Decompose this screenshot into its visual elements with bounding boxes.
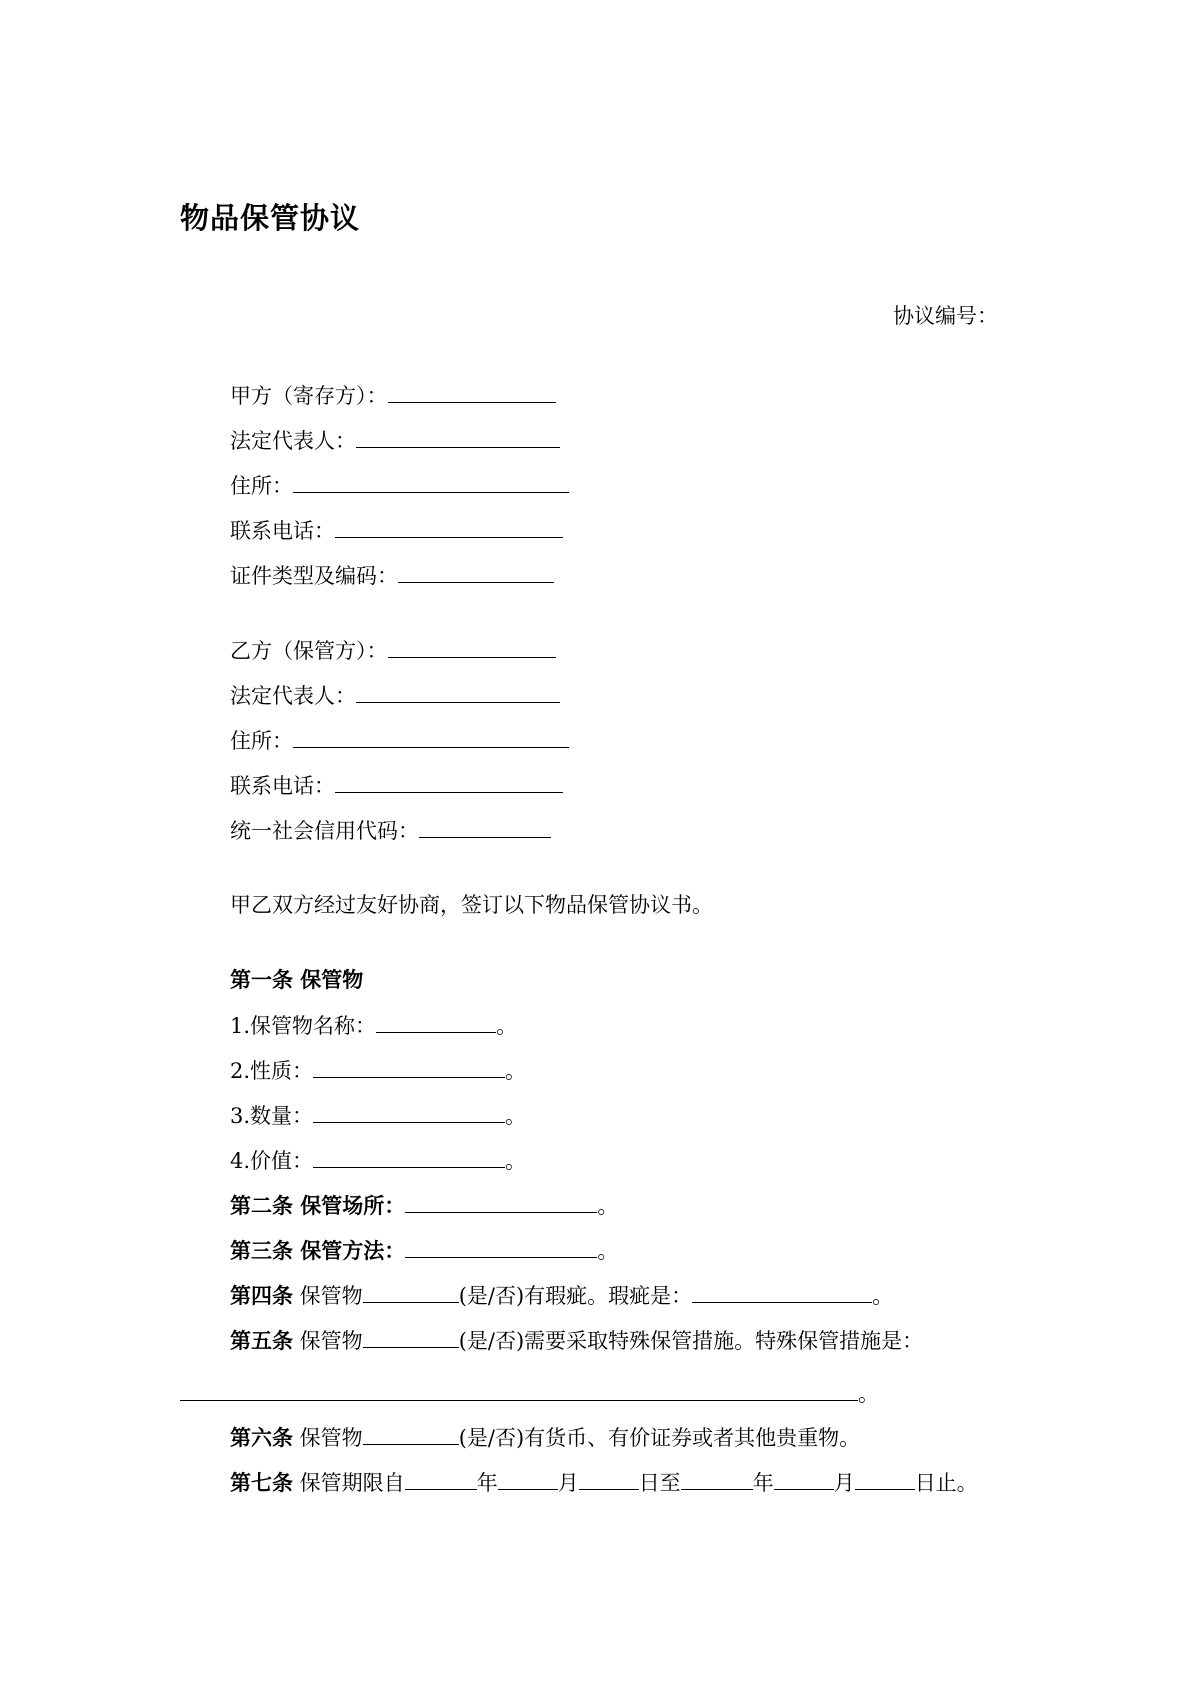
article5-period: 。 (858, 1382, 879, 1406)
article7-text-a: 保管期限自 (293, 1471, 405, 1495)
article1-item1-blank[interactable] (376, 1010, 496, 1033)
article1-item3-line (230, 1100, 526, 1130)
article7-year-label: 年 (476, 1471, 498, 1495)
party-a-rep-blank[interactable] (356, 425, 560, 448)
article1-item1-period: 。 (496, 1014, 518, 1038)
article1-item4-label: 4.价值： (230, 1149, 314, 1173)
article7-line (230, 1467, 978, 1497)
article3-blank[interactable] (405, 1235, 597, 1258)
article2-blank[interactable] (405, 1190, 597, 1213)
article5-blank-measures[interactable] (180, 1378, 858, 1401)
article5-text-a: 保管物 (293, 1329, 363, 1353)
party-b-credit-line (230, 815, 551, 845)
party-a-phone-line (230, 515, 563, 545)
party-a-phone-blank[interactable] (335, 515, 563, 538)
party-a-name-label: 甲方（寄存方）： (230, 384, 388, 408)
party-b-phone-blank[interactable] (335, 770, 563, 793)
party-b-address-line (230, 725, 569, 755)
party-a-id-blank[interactable] (398, 560, 554, 583)
article1-item3-label: 3.数量： (230, 1104, 314, 1128)
article1-item4-blank[interactable] (313, 1145, 505, 1168)
party-b-phone-line (230, 770, 563, 800)
article7-day-end-label: 日止。 (914, 1471, 978, 1495)
article4-heading: 第四条 (230, 1284, 293, 1308)
article2-heading: 第二条 保管场所： (230, 1194, 406, 1218)
article4-line (230, 1280, 893, 1310)
article1-item1-line (230, 1010, 517, 1040)
article5-text-b: (是/否)需要采取特殊保管措施。特殊保管措施是： (458, 1329, 924, 1353)
article1-item2-line (230, 1055, 526, 1085)
article7-heading: 第七条 (230, 1471, 293, 1495)
article4-period: 。 (872, 1284, 894, 1308)
intro-text: 甲乙双方经过友好协商，签订以下物品保管协议书。 (230, 893, 713, 917)
article2-line (230, 1190, 618, 1220)
party-a-id-line (230, 560, 554, 590)
article2-period: 。 (597, 1194, 619, 1218)
agreement-number-label: 协议编号： (893, 304, 998, 328)
article7-end-month-label: 月 (833, 1471, 855, 1495)
article3-heading: 第三条 保管方法： (230, 1239, 406, 1263)
party-a-name-blank[interactable] (388, 380, 556, 403)
article7-month-label: 月 (557, 1471, 579, 1495)
party-b-credit-blank[interactable] (419, 815, 551, 838)
article7-blank-start-year[interactable] (405, 1467, 477, 1490)
article7-day-to-label: 日至 (638, 1471, 681, 1495)
party-b-rep-blank[interactable] (356, 680, 560, 703)
party-b-address-blank[interactable] (293, 725, 569, 748)
party-a-name-line (230, 380, 556, 410)
article1-item1-label: 1.保管物名称： (230, 1014, 377, 1038)
article3-period: 。 (597, 1239, 619, 1263)
document-title: 物品保管协议 (180, 201, 361, 235)
party-b-name-label: 乙方（保管方）： (230, 639, 388, 663)
article1-item2-period: 。 (505, 1059, 527, 1083)
party-a-address-label: 住所： (230, 474, 293, 498)
article1-heading: 第一条 保管物 (230, 968, 364, 992)
article7-blank-end-month[interactable] (774, 1467, 834, 1490)
article6-line (230, 1422, 860, 1452)
party-b-name-line (230, 635, 556, 665)
article6-text-b: (是/否)有货币、有价证券或者其他贵重物。 (458, 1426, 861, 1450)
article4-text-a: 保管物 (293, 1284, 363, 1308)
article1-item4-line (230, 1145, 526, 1175)
party-a-rep-label: 法定代表人： (230, 429, 356, 453)
article4-text-b: (是/否)有瑕疵。瑕疵是： (458, 1284, 693, 1308)
party-b-rep-label: 法定代表人： (230, 684, 356, 708)
article1-item2-blank[interactable] (313, 1055, 505, 1078)
article1-item4-period: 。 (505, 1149, 527, 1173)
article5-heading: 第五条 (230, 1329, 293, 1353)
article7-blank-end-day[interactable] (855, 1467, 915, 1490)
article5-measures-line (180, 1378, 879, 1409)
article6-text-a: 保管物 (293, 1426, 363, 1450)
party-b-address-label: 住所： (230, 729, 293, 753)
article7-blank-start-day[interactable] (579, 1467, 639, 1490)
article5-blank-yesno[interactable] (363, 1325, 459, 1348)
article6-blank-yesno[interactable] (363, 1422, 459, 1445)
article4-blank-yesno[interactable] (363, 1280, 459, 1303)
party-a-address-blank[interactable] (293, 470, 569, 493)
party-b-credit-label: 统一社会信用代码： (230, 819, 419, 843)
party-b-phone-label: 联系电话： (230, 774, 335, 798)
article1-item2-label: 2.性质： (230, 1059, 314, 1083)
article3-line (230, 1235, 618, 1265)
party-a-id-label: 证件类型及编码： (230, 564, 398, 588)
article1-item3-period: 。 (505, 1104, 527, 1128)
party-a-address-line (230, 470, 569, 500)
party-b-rep-line (230, 680, 560, 710)
article1-item3-blank[interactable] (313, 1100, 505, 1123)
article5-line (230, 1325, 923, 1355)
article7-end-year-label: 年 (752, 1471, 774, 1495)
party-a-phone-label: 联系电话： (230, 519, 335, 543)
article4-blank-defect[interactable] (692, 1280, 872, 1303)
party-a-rep-line (230, 425, 560, 455)
party-b-name-blank[interactable] (388, 635, 556, 658)
article6-heading: 第六条 (230, 1426, 293, 1450)
article7-blank-start-month[interactable] (498, 1467, 558, 1490)
article7-blank-end-year[interactable] (681, 1467, 753, 1490)
